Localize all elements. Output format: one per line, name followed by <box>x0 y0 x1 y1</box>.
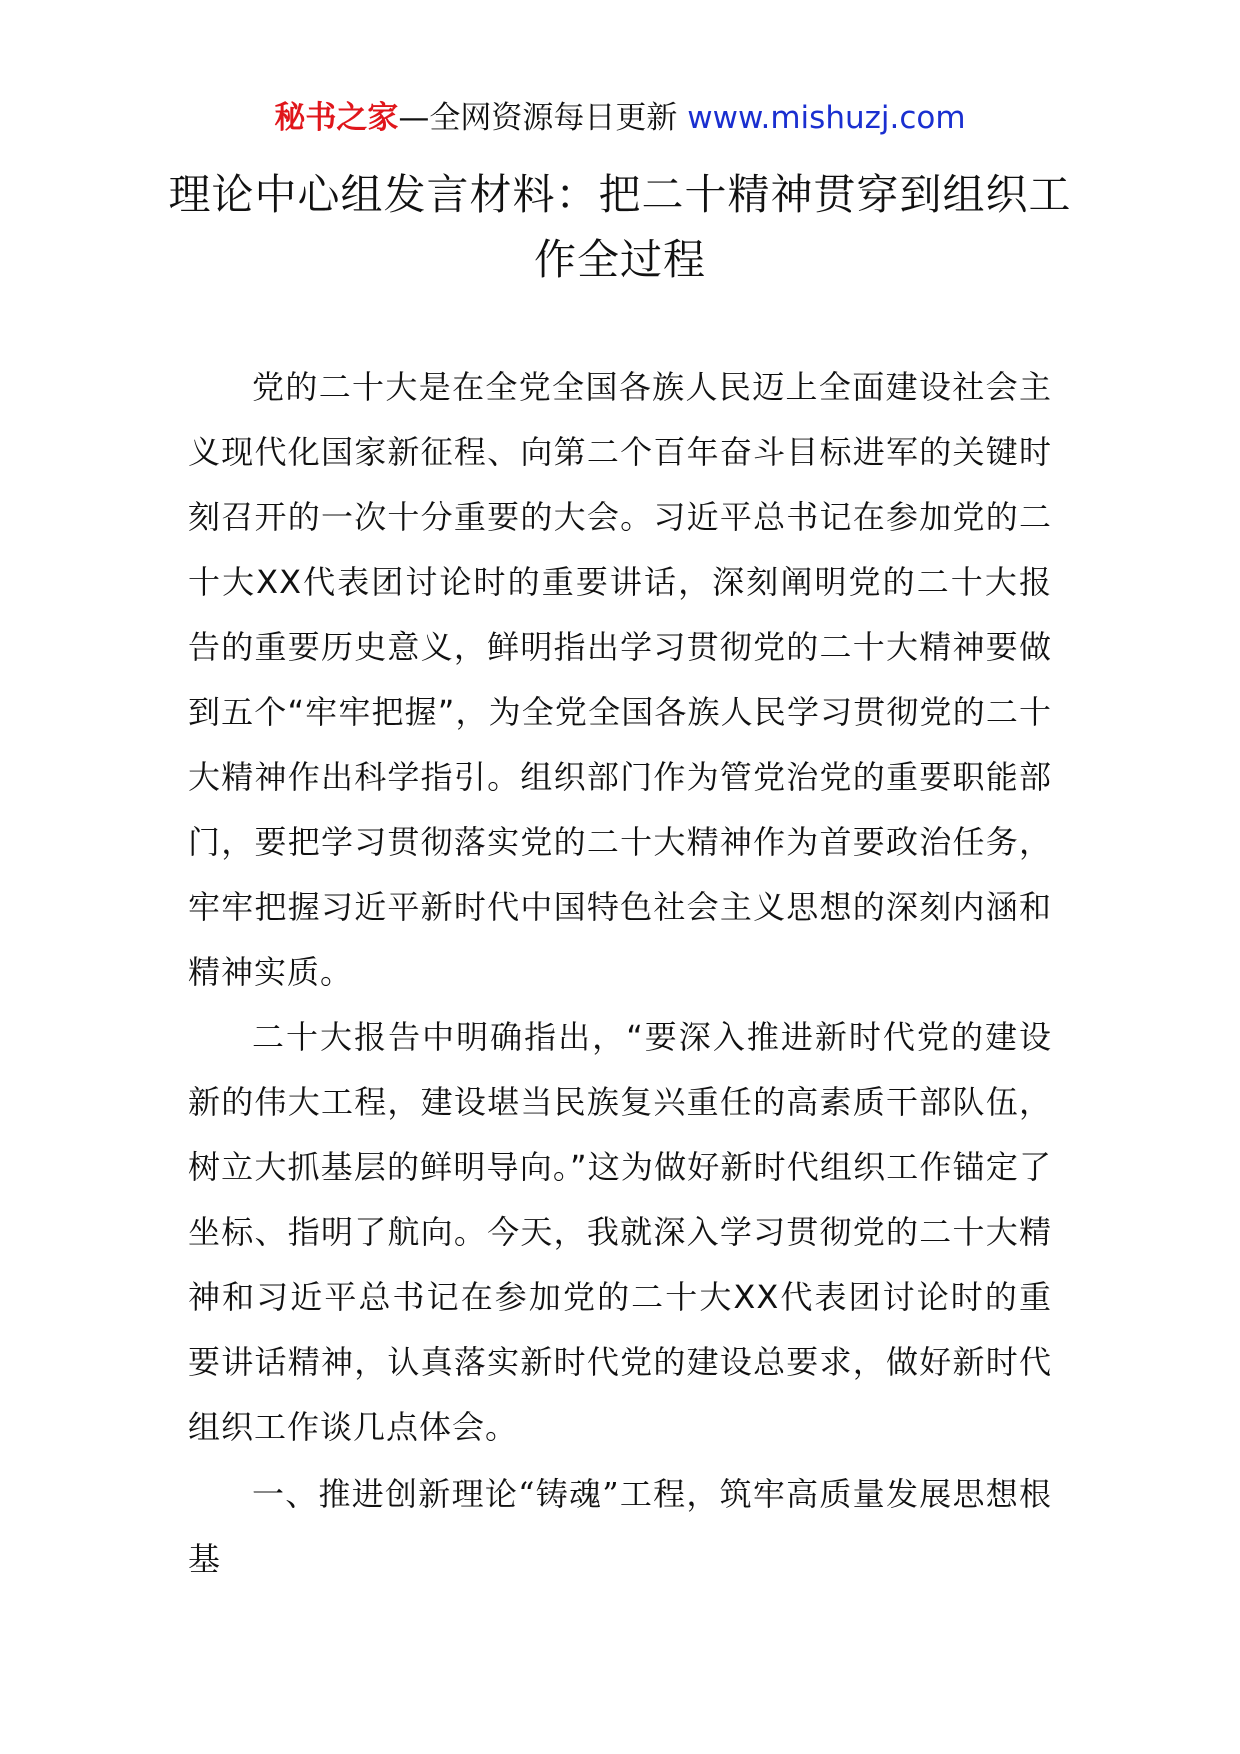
site-url-link[interactable]: www.mishuzj.com <box>687 100 966 136</box>
site-header <box>0 98 1240 138</box>
site-brand: 秘书之家 <box>274 100 399 136</box>
body-paragraph-2: 二十大报告中明确指出，“要深入推进新时代党的建设新的伟大工程，建设堪当民族复兴重任的高素质干部队伍，树立大抓基层的鲜明导向。”这为做好新时代组织工作锚定了坐标、指明了航向。今天，我就深入学习贯彻党的二十大精神和习近平总书记在参加党的二十大XX代表团讨论时的重要讲话精神，认真落实新时代党的建设总要求，做好新时代组织工作谈几点体会。 <box>188 1018 1052 1446</box>
document-body <box>188 355 1052 1592</box>
document-title: 理论中心组发言材料：把二十精神贯穿到组织工作全过程 <box>168 170 1072 284</box>
body-paragraph-1: 党的二十大是在全党全国各族人民迈上全面建设社会主义现代化国家新征程、向第二个百年奋斗目标进军的关键时刻召开的一次十分重要的大会。习近平总书记在参加党的二十大XX代表团讨论时的重要讲话，深刻阐明党的二十大报告的重要历史意义，鲜明指出学习贯彻党的二十大精神要做到五个“牢牢把握”，为全党全国各族人民学习贯彻党的二十大精神作出科学指引。组织部门作为管党治党的重要职能部门，要把学习贯彻落实党的二十大精神作为首要政治任务，牢牢把握习近平新时代中国特色社会主义思想的深刻内涵和精神实质。 <box>188 368 1052 991</box>
site-tagline: —全网资源每日更新 <box>398 100 678 136</box>
section-heading: 一、推进创新理论“铸魂”工程，筑牢高质量发展思想根基 <box>188 1475 1052 1578</box>
